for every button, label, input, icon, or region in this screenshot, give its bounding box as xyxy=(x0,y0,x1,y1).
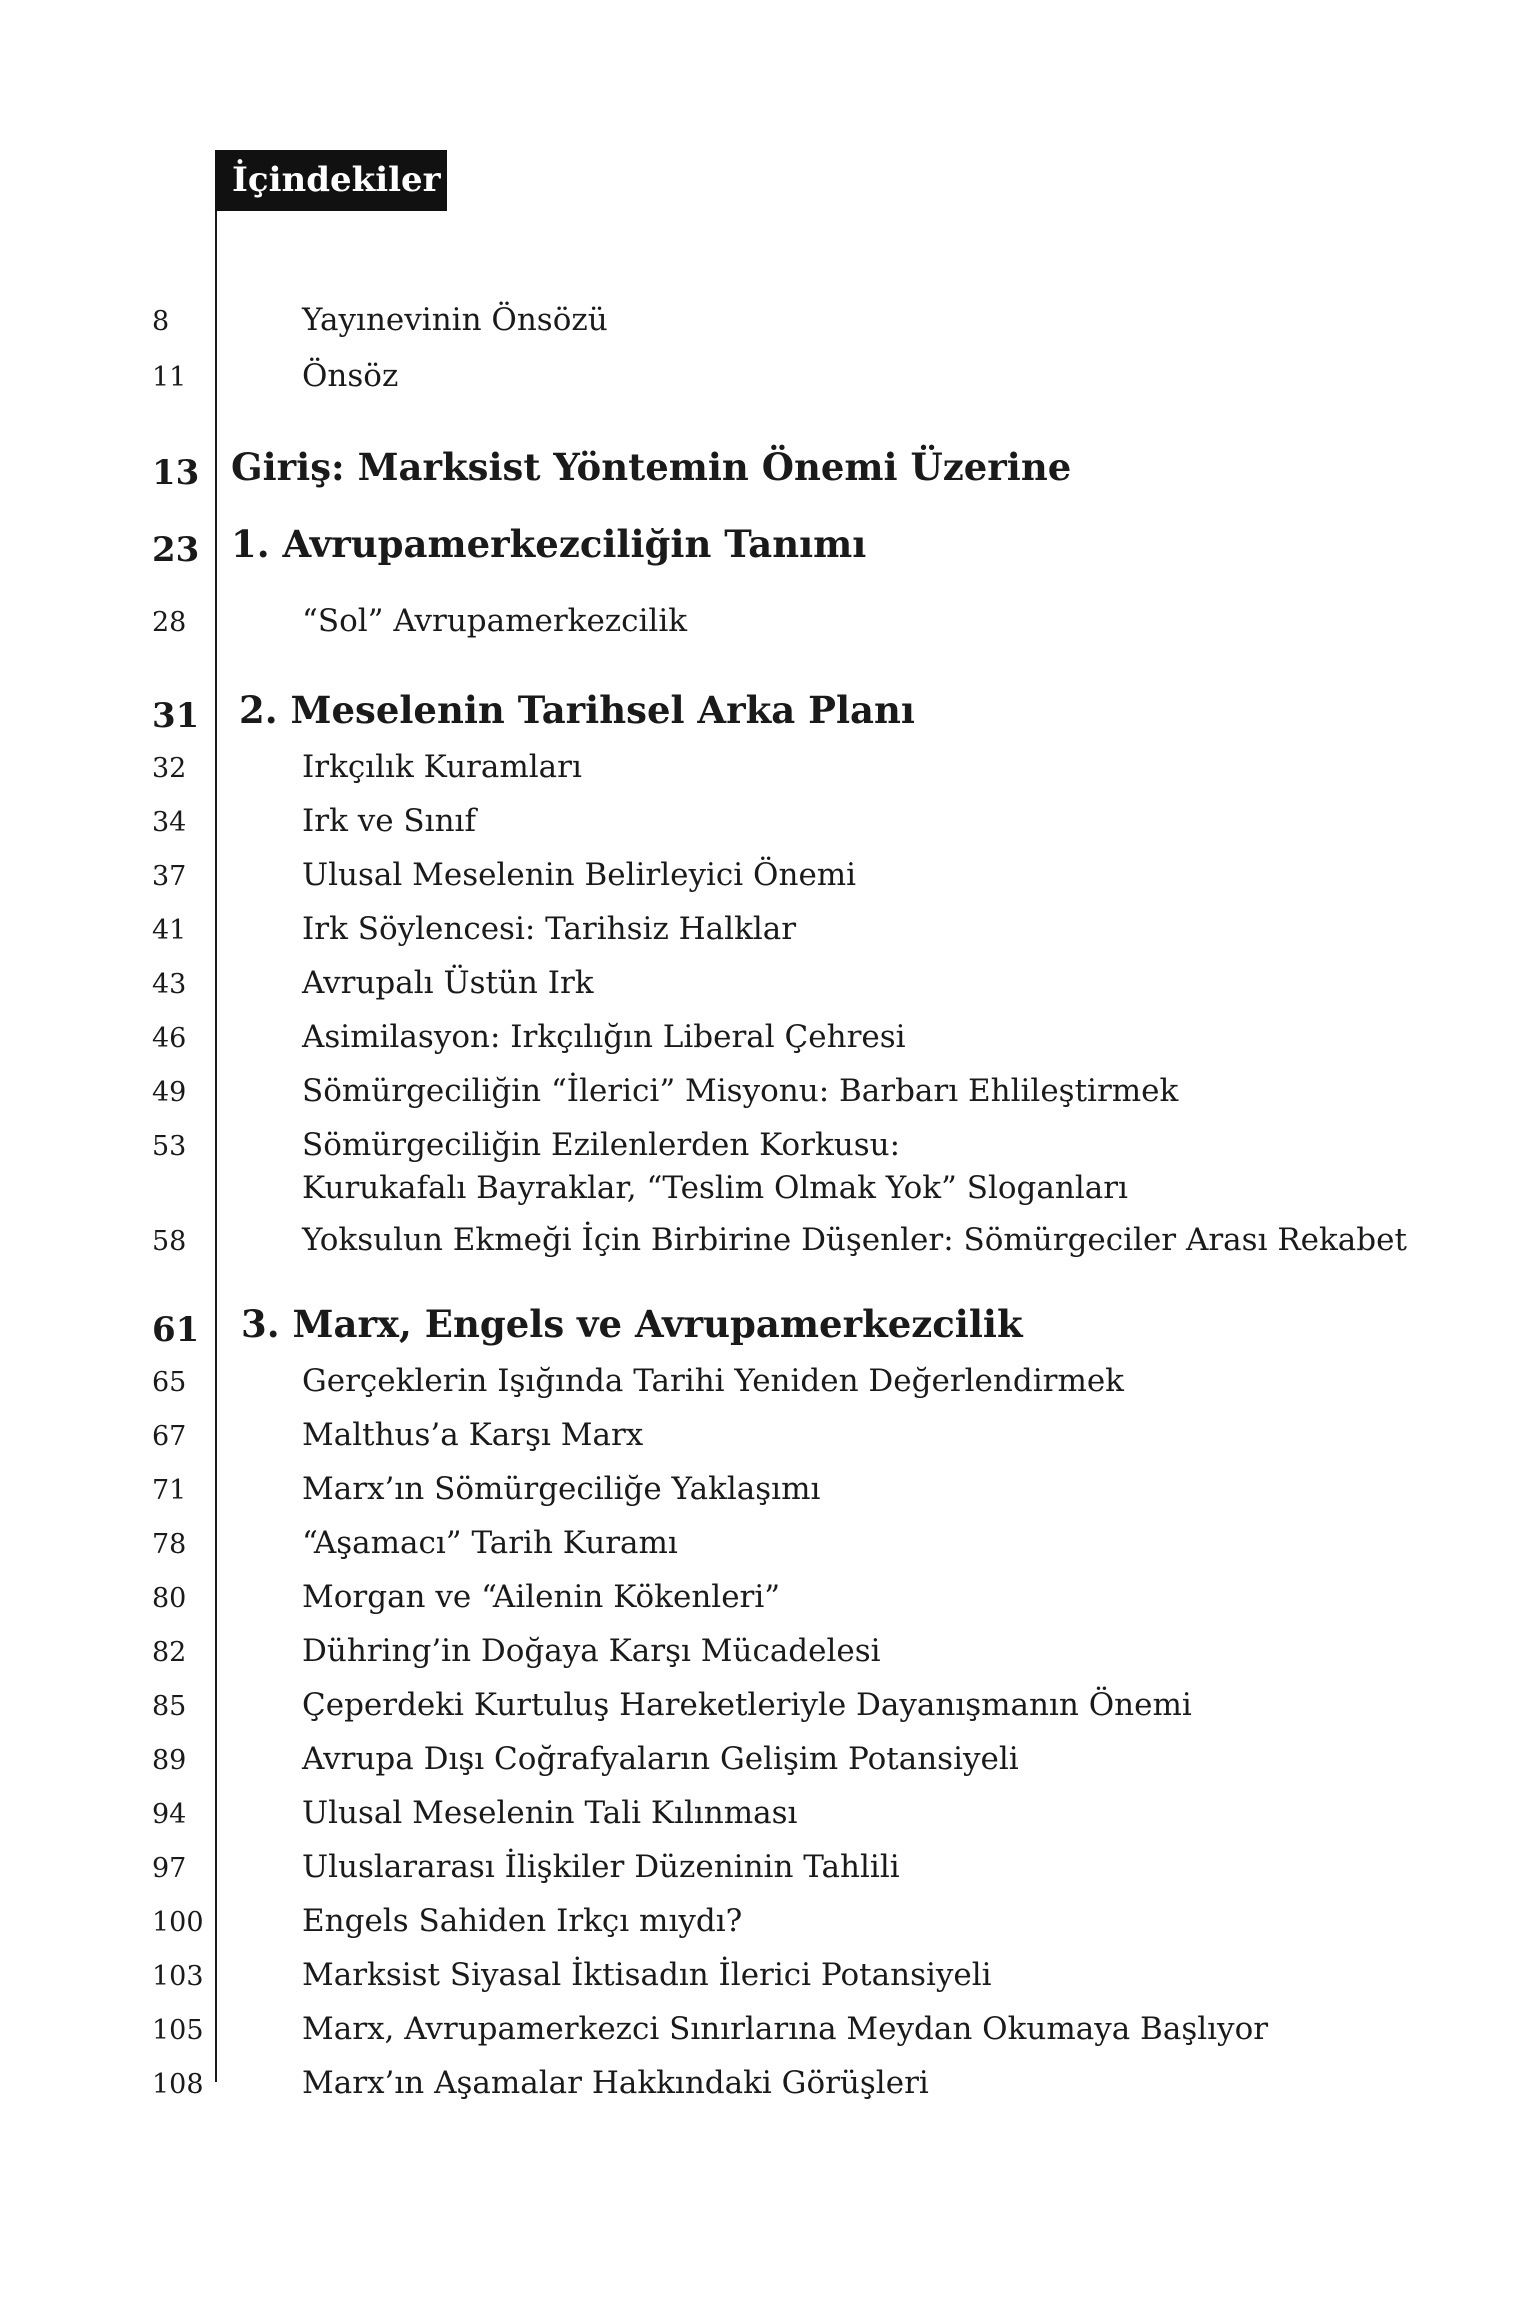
page-number: 28 xyxy=(152,607,187,638)
toc-entry-title-continued: Kurukafalı Bayraklar, “Teslim Olmak Yok” Sloganları xyxy=(302,1170,1128,1206)
toc-entry-title: Dühring’in Doğaya Karşı Mücadelesi xyxy=(302,1633,881,1669)
page-number: 13 xyxy=(152,453,200,493)
vertical-rule xyxy=(215,150,217,2082)
page-number: 80 xyxy=(152,1583,187,1614)
page-number: 71 xyxy=(152,1475,187,1506)
page-number: 108 xyxy=(152,2069,204,2100)
toc-entry-title: Yayınevinin Önsözü xyxy=(302,302,608,338)
page-number: 94 xyxy=(152,1799,187,1830)
page-number: 78 xyxy=(152,1529,187,1560)
page-number: 32 xyxy=(152,753,187,784)
toc-entry-title: Engels Sahiden Irkçı mıydı? xyxy=(302,1903,743,1939)
toc-entry-title: Sömürgeciliğin “İlerici” Misyonu: Barbarı Ehlileştirmek xyxy=(302,1073,1179,1109)
page-number: 8 xyxy=(152,306,170,337)
toc-entry-title: Irk Söylencesi: Tarihsiz Halklar xyxy=(302,911,797,947)
toc-chapter-title: 2. Meselenin Tarihsel Arka Planı xyxy=(239,688,915,732)
toc-entry-title: Avrupalı Üstün Irk xyxy=(302,965,594,1001)
page-number: 67 xyxy=(152,1421,187,1452)
page-number: 23 xyxy=(152,530,200,570)
toc-entry-title: Yoksulun Ekmeği İçin Birbirine Düşenler: Sömürgeciler Arası Rekabet xyxy=(302,1222,1407,1258)
page-number: 105 xyxy=(152,2015,204,2046)
toc-entry-title: Avrupa Dışı Coğrafyaların Gelişim Potansiyeli xyxy=(302,1741,1019,1777)
page-number: 85 xyxy=(152,1691,187,1722)
page-number: 34 xyxy=(152,807,187,838)
toc-entry-title: “Aşamacı” Tarih Kuramı xyxy=(302,1525,678,1561)
page-number: 31 xyxy=(152,696,200,736)
page-number: 37 xyxy=(152,861,187,892)
page-number: 41 xyxy=(152,915,187,946)
page-title: İçindekiler xyxy=(215,150,447,211)
page-number: 46 xyxy=(152,1023,187,1054)
toc-entry-title: Marx, Avrupamerkezci Sınırlarına Meydan Okumaya Başlıyor xyxy=(302,2011,1269,2047)
page-number: 97 xyxy=(152,1853,187,1884)
toc-chapter-title: 1. Avrupamerkezciliğin Tanımı xyxy=(231,522,867,566)
page-number: 58 xyxy=(152,1226,187,1257)
page-number: 43 xyxy=(152,969,187,1000)
toc-chapter-title: 3. Marx, Engels ve Avrupamerkezcilik xyxy=(241,1302,1023,1346)
toc-entry-title: Marksist Siyasal İktisadın İlerici Potansiyeli xyxy=(302,1957,992,1993)
page-number: 49 xyxy=(152,1077,187,1108)
toc-entry-title: Ulusal Meselenin Tali Kılınması xyxy=(302,1795,798,1831)
toc-entry-title: Marx’ın Sömürgeciliğe Yaklaşımı xyxy=(302,1471,821,1507)
toc-entry-title: Morgan ve “Ailenin Kökenleri” xyxy=(302,1579,781,1615)
toc-entry-title: Önsöz xyxy=(302,358,399,394)
toc-entry-title: Malthus’a Karşı Marx xyxy=(302,1417,644,1453)
toc-entry-title: “Sol” Avrupamerkezcilik xyxy=(302,603,688,639)
page-number: 65 xyxy=(152,1367,187,1398)
toc-entry-title: Çeperdeki Kurtuluş Hareketleriyle Dayanışmanın Önemi xyxy=(302,1687,1192,1723)
page-number: 82 xyxy=(152,1637,187,1668)
page-number: 53 xyxy=(152,1131,187,1162)
toc-entry-title: Ulusal Meselenin Belirleyici Önemi xyxy=(302,857,857,893)
toc-entry-title: Irkçılık Kuramları xyxy=(302,749,582,785)
toc-entry-title: Asimilasyon: Irkçılığın Liberal Çehresi xyxy=(302,1019,906,1055)
page-number: 89 xyxy=(152,1745,187,1776)
page-number: 103 xyxy=(152,1961,204,1992)
toc-entry-title: Sömürgeciliğin Ezilenlerden Korkusu: xyxy=(302,1127,901,1163)
page-number: 61 xyxy=(152,1310,200,1350)
toc-entry-title: Uluslararası İlişkiler Düzeninin Tahlili xyxy=(302,1849,900,1885)
toc-entry-title: Gerçeklerin Işığında Tarihi Yeniden Değerlendirmek xyxy=(302,1363,1124,1399)
toc-entry-title: Marx’ın Aşamalar Hakkındaki Görüşleri xyxy=(302,2065,929,2101)
toc-entry-title: Irk ve Sınıf xyxy=(302,803,476,839)
toc-chapter-title: Giriş: Marksist Yöntemin Önemi Üzerine xyxy=(231,445,1072,489)
page-number: 11 xyxy=(152,362,187,393)
page-number: 100 xyxy=(152,1907,204,1938)
